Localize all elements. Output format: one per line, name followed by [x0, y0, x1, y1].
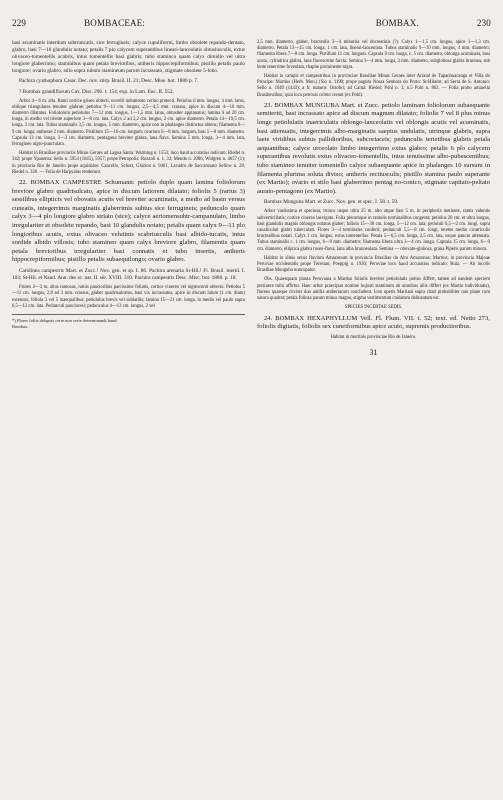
- species-23-heading: 23. BOMBAX MUNGUBA Mart. et Zucc. petiolo laminam foliolorum subaequante semiteriti, basi incrassato apice ad discum magnum dilatato; foliolis 7 vel 8 plus minus longe petiolulatis inaericulatis oblongo-lanceolatis vel oblongis acutis vel acuminatis, basi attenuatis, integerrimis albo-marginatis saepius undulatis, utrinque glabris, supra laete viridibus subtus pallidioribus, subcoriaceis; pedunculis terietibus glabris petala aequantibus; calyce urceolato limbo integerrimo extus glabro; petalis 6 plo calycem superantibus revolutis extus olivaceo-tomentellis, intus tenuissime albo-pubescentibus; tubo stamineo tenuiter tomentello calyce subaequante apice in phalanges 10 sursum in filamenta plurima soluta diviso; antheris rectiusculis; pistillo stamina paulo superante (ex Martio); ovario et stilo basi glaberrimo pentag no-conico, stigmate capitato-peltato aurato-pentagono (ex Martio).: [257, 101, 490, 195]
- species-24-heading: 24. BOMBAX HEXAPHYLLUM Vell. Fl. Flum. VII. t. 52; text. ed. Netto 273, foliolis digitatis, foliolis sex cuneiformibus apice acuto, supremis productioribus.: [257, 314, 490, 331]
- habitat-paragraph: Habitat in mortinis provinciae Rio de Janeiro.: [330, 334, 417, 340]
- habitat-paragraph: Habitat in Brasiliae provinciis Minas Geraes ad Lagoa Santa: Warming n. 1553; loco haud accuratius indicato: Riedel n. 342; prope Ypanema: Sello n. 5954 (1845), 5957; prope Petropolis: Rozzoli n. 1. 33; Mendo n. 2086; Widgren n. 4657 (1); in provincia Rio de Janeiro prope aquidalos: Cancello, Schott, Glaziou n. 9461, Lavadro de Saccarosato Sellow n. 28, Riedel n. 326. — Folia de Harpyalus tenderunt.: [12, 151, 245, 175]
- page-header: [12, 18, 491, 32]
- footnote: *) Flores foliis delapsis certe non certe determinandi haud. Bombax.: [12, 314, 245, 330]
- right-running-title: BOMBAX.: [375, 18, 419, 28]
- habitat-paragraph: Habitat in sileis secus fluvium Amazonum in provincia Brasiliae do Alto Amazonas; Martius; in provincia Majoae Peruviae occidentalis prope Teresiao; Poeppig n. 1930; Peruviae loco haud accuratius indicato: Ruiz. — Ab incolis Brasiliae Munguba nuncupatur.: [257, 255, 490, 274]
- paragraph: basi acuminatis interdum subtruncatis, sice ferrugineis; calyce cupuliformi, limbo obsolete repando-dentato, glabro, basi 7—10 glandulis notato; petalis 7 plo calycem superantibus lineari-lanceolatis obtusiusculis, extus olivaceo-tomentellis acabris, intus tomentellis basi glabris; tubo staminco quam calyx dimidio vel ultra longiore glaberrimo; staminibus quam petala brevioribus, antheris hippocrepiformibus; pistillo petalis paulo longiore; ovario glabro, stilo supra tubum stamineum parum incrassato, stigmate obsolete 5-lobo.: [12, 40, 245, 75]
- synonym-paragraph: ? Bombax grandiflorum Cav. Diss. 296. t. 154, exp. in Lam. Enc. II. 552.: [19, 88, 174, 95]
- description-paragraph: Frutex 2—3 m. altus ramosus, ramis paucioribus parcissime foliatis, cortice vinereo vel nigrescenti obtecto. Petiolus 5—11 cm. longus, 2,8 ad 3 mm. crassus, glaber quadrisulcatus, basi vix incrassatus, apice in discum latum (1 cm. diam) extensus; foliola 3 vel 5 inaequalibus; petiolulus brevis vel sublatilis; lamina 15—21 cm. longa, in medio vel paulo supra 6,5—12 cm. lata. Pedunculi paucioresi; pedunculus 4—13 cm. longus, 2 vel: [12, 285, 245, 309]
- synonym-paragraph: Pachira cyathophora Casar. Dec. nov. stirp. Brasil. II. 21; Desc. Mise. bot. 1880 p. 7.: [19, 78, 199, 85]
- left-column: [12, 40, 245, 356]
- left-page-number: 229: [12, 18, 27, 28]
- description-paragraph: Arbor vastissima et speciosa, trunco usque ultra 25 m. alto atque basi 5 m. in peripheria metiente, ramis valentis subverticillatis; cortice cinereo laevigato. Folia plerumque in ramulis terminalibus congesta; petiolus 20 cm. et ultra longus, basi glandulis magnis oblongis notatus glaber; foliola 15—30 cm. longa, 5—12 cm. lata; petioluli 0,5—2 cm. longi, supra canaliculati glabri tuberculati. Flores 3—4 terminales conferti; pedunculi 5,5—8 cm. longi, teretes medio cicatriculis bractealibus notati. Calyx 1 cm. longus, extus tomentellus. Petala 5—6,5 cm. longa, 2,5 cm. lata, usque paucas attenuata. Tubus staminalis c. 1 cm. longus, 6—9 mm. diametro; filamenta libera ultra 3—4 cm. longa. Capsula 15 cm. longa, 6—9 cm. diametro, elliptica glabra roseo-flava; lana alba brunneolata. Semina — obovato-globosa, grana Piperis parum minora.: [257, 209, 490, 252]
- description-paragraph: Arbor 4—6 m. alta. Rami cortice griseo obtecti, novelli indumento cerino protecti. Petiolus 6 mm. longus, 4 mm. latus, oblique triangulares tenuiter glabrae; petiolus 9—11 cm. longus, 2,5—4,5 mm. crassus, apice in discum 4—10 mm. diametro dilatatus. Foliolorum petiolulus 7—12 mm. longus, 1—1,5 mm. latus, obtusiter applanatus; lamina 6 ad 20 cm. longa, in medio vel triente superiore 3—8 cm. lata. Calyx 2 ad 2,2 cm. longus, 2 cm. apice diametro. Petala 14—19,5 cm. longa, 2 cm. lata. Tubus staminalis 3,5 cm. longus, 5 mm. diametro, apice non in phalanges distinctus abiens; filamenta 8—9 cm. longa; antherae 2 mm. diametro. Pistillum 15—16 cm. longum; ovarium 6—8 mm. longum, basi 5—8 mm. diametro. Capsula 13 cm. longa, 3—3 cm. diametro, pentagona breviter glabra, lana flava. Semina 5 mm. longa, 3—4 mm. lata, ferrugineo nigro-punctulata.: [12, 98, 245, 148]
- right-column: [257, 40, 490, 356]
- right-page-number: 230: [476, 18, 491, 28]
- synonym-paragraph: Carolinea campestris Mart. et Zucc.! Nov. gen. et sp. I. 86. Pachira arenaria St-Hil.! Fl. Brasil. merid. I. 103; St-Hil. et Naud. Ann. des sc. nat. II. sér. XVIII. 310. Pachira campestris Desc. Misc. bot. 1880. p. 10.: [12, 268, 245, 282]
- observation-paragraph: Obs. Quaesquam planta Peruviana a Martius foliolis breviter petiolulatis potius differt, tamen ad eandem speciem pertinere mihi affirtur. Haec arbor praecipuo nomine hujusti staminum ab omnibus aliis differt (ex Martio individuatis), florens quaeque circiter duo antilia antheriarum concludent. Icon operis Martiani supra citati probabiliter non plane cum natura quadrat; petala foliosa parum minus magna, stigma vestimentum cnidarum delineatum est.: [257, 277, 490, 302]
- species-22-heading: 22. BOMBAX CAMPESTRE Schumann: petiolo duplo quam lamina foliolorum breviore glabro quadrisulcato, apice in discum latiorem dilatato; foliolis 5 (rarius 3) sessilibus ellipticis vel obovatis acutis vel breviter acuminatis, a medio ad basin versus cuneatis, integerrimis marginatis glaberrimis subtus sice ferrugineis; pedunculo quam calyx 3—4 plo longiore glabro striato (sice); calyce aeriomensubtr-campanulato, limbo irregulariter et obsolete repando, basi 10 glandulis notato; petalis quam calyx 9—11 plo longioribus acutis, extus olivaceo velutinis scabriusculis basi albido-tucatis, intus sordide albido villosis; tubo stamineo quam calyx breviore glabro, filamentis quam petala brevioribus irregulariter basi connatis et tubo insertis, antheris hippocrepiformibus; pistillo petalis subaequilongo; ovario glabro.: [12, 179, 245, 264]
- description-paragraph: 2,5 mm. diametro, glaber, bracteolis 3—4 minutiss vel obcreatinis (?). Calyx 1—1,5 cm. longus, apice 1—1,3 cm. diametro. Petala 13—15 cm. longa, 1 cm. lata, lineari-lanceolata. Tubus staminalis 9—10 mm. longus, 4 mm. diametro; filamenta libera 7—8 cm. longa. Pistillum 11 cm. longum. Capsula 9 cm. longa, c. 5 cm. diametro, oblonga acuminata, basi acuta, cylindrica glabra, lana flavescente farcta. Semina 3—4 mm. longa, 3 mm. diametro, subglobosa glabra brunnea, sub lente tenerrime foveolata, rhaphe prominente nigra.: [257, 40, 490, 70]
- incertae-sedis-heading: SPECIES INCERTAE SEDIS.: [344, 305, 403, 311]
- sheet-number: 31: [369, 347, 378, 357]
- synonym-paragraph: Bombax Munguba Mart. et Zucc. Nov. gen. et spec. I. 58. t. 59.: [264, 199, 399, 206]
- habitat-paragraph: Habitat in campis et campestribus in provinciae Brasiliae Minas Geraes inter Arraial de Tapanhuacanga et Villa do Principe: Martius (Herb. Mon.) (Sio n. 1190; prope pagum Nossa Senhora do Porto: St-Hilaire; ad Serra de S. Antonio: Sello n. 1049 (1443); a fr. maturo: Octobri; ad Cantá: Riedel; Pohl n. 1; n.5 Pohl n. 862. — Folia probo amarella Brasilensibus; quia loco petrosis colmo creunt (ex Pohl).: [257, 74, 490, 98]
- left-running-title: BOMBACEAE:: [84, 18, 146, 28]
